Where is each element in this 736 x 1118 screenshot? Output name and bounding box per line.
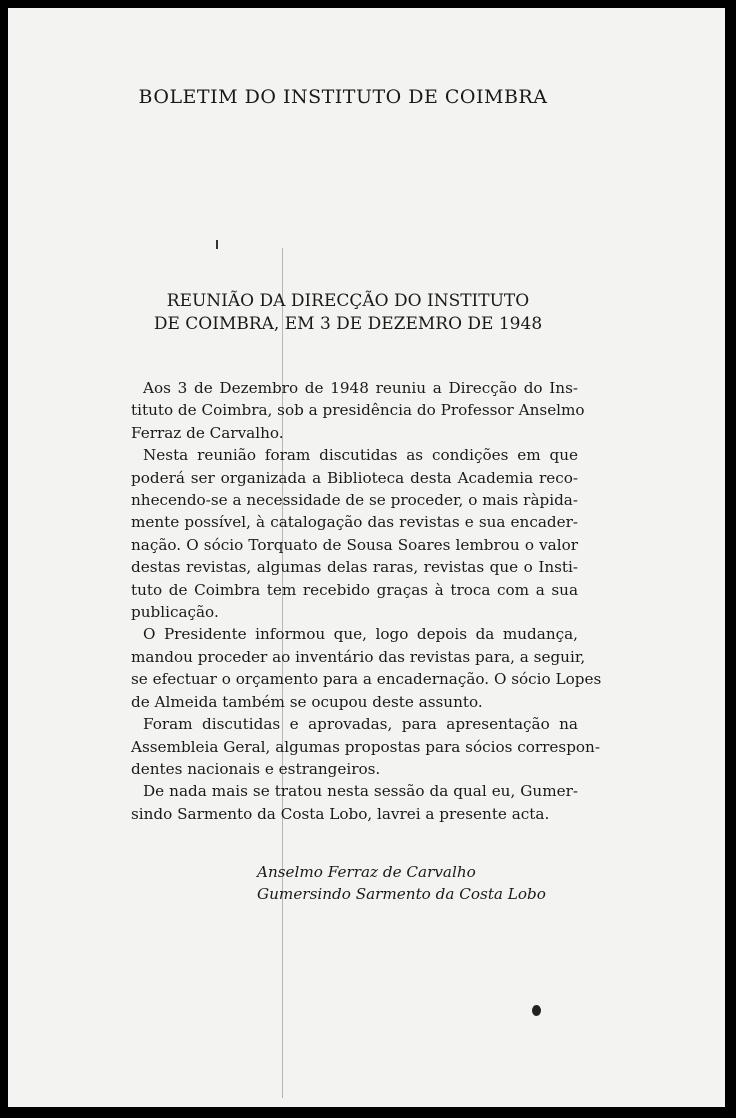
body-line: de Almeida também se ocupou deste assunto. (131, 692, 483, 711)
body-line: dentes nacionais e estrangeiros. (131, 759, 381, 778)
signature-block (257, 861, 546, 905)
article-title (98, 290, 598, 336)
body-line: O Presidente informou que, logo depois da mudança, (143, 625, 578, 644)
body-line: tituto de Coimbra, sob a presidência do Professor Anselmo (131, 401, 585, 420)
body-line: mente possível, à catalogação das revistas e sua encader- (131, 513, 578, 532)
body-line: sindo Sarmento da Costa Lobo, lavrei a presente acta. (131, 804, 550, 823)
ink-blot (532, 1005, 541, 1016)
article-title-line: DE COIMBRA, EM 3 DE DEZEMRO DE 1948 (153, 314, 543, 334)
signature-secretary: Gumersindo Sarmento da Costa Lobo (257, 885, 546, 903)
body-line: destas revistas, algumas delas raras, revistas que o Insti- (131, 558, 578, 577)
body-line: nhecendo-se a necessidade de se proceder, o mais ràpida- (131, 491, 578, 510)
body-line: tuto de Coimbra tem recebido graças à troca com a sua (131, 580, 578, 599)
body-line: Foram discutidas e aprovadas, para apresentação na (143, 715, 578, 734)
body-line: publicação. (131, 603, 219, 622)
article-body (131, 377, 602, 825)
body-line: Ferraz de Carvalho. (131, 423, 284, 442)
body-line: Aos 3 de Dezembro de 1948 reuniu a Direcção do Ins- (143, 379, 578, 397)
article-title-line: REUNIÃO DA DIRECÇÃO DO INSTITUTO (166, 291, 530, 311)
body-line: mandou proceder ao inventário das revistas para, a seguir, (131, 647, 586, 666)
body-line: De nada mais se tratou nesta sessão da qual eu, Gumer- (143, 782, 578, 801)
document-page (8, 8, 725, 1107)
stray-mark (216, 240, 218, 249)
running-header: BOLETIM DO INSTITUTO DE COIMBRA (138, 86, 548, 108)
body-line: Nesta reunião foram discutidas as condições em que (143, 446, 578, 465)
body-line: nação. O sócio Torquato de Sousa Soares lembrou o valor (131, 535, 578, 554)
body-line: se efectuar o orçamento para a encadernação. O sócio Lopes (131, 670, 602, 689)
body-line: poderá ser organizada a Biblioteca desta Academia reco- (131, 468, 578, 487)
body-line: Assembleia Geral, algumas propostas para sócios correspon- (131, 737, 600, 756)
signature-president: Anselmo Ferraz de Carvalho (257, 863, 476, 881)
